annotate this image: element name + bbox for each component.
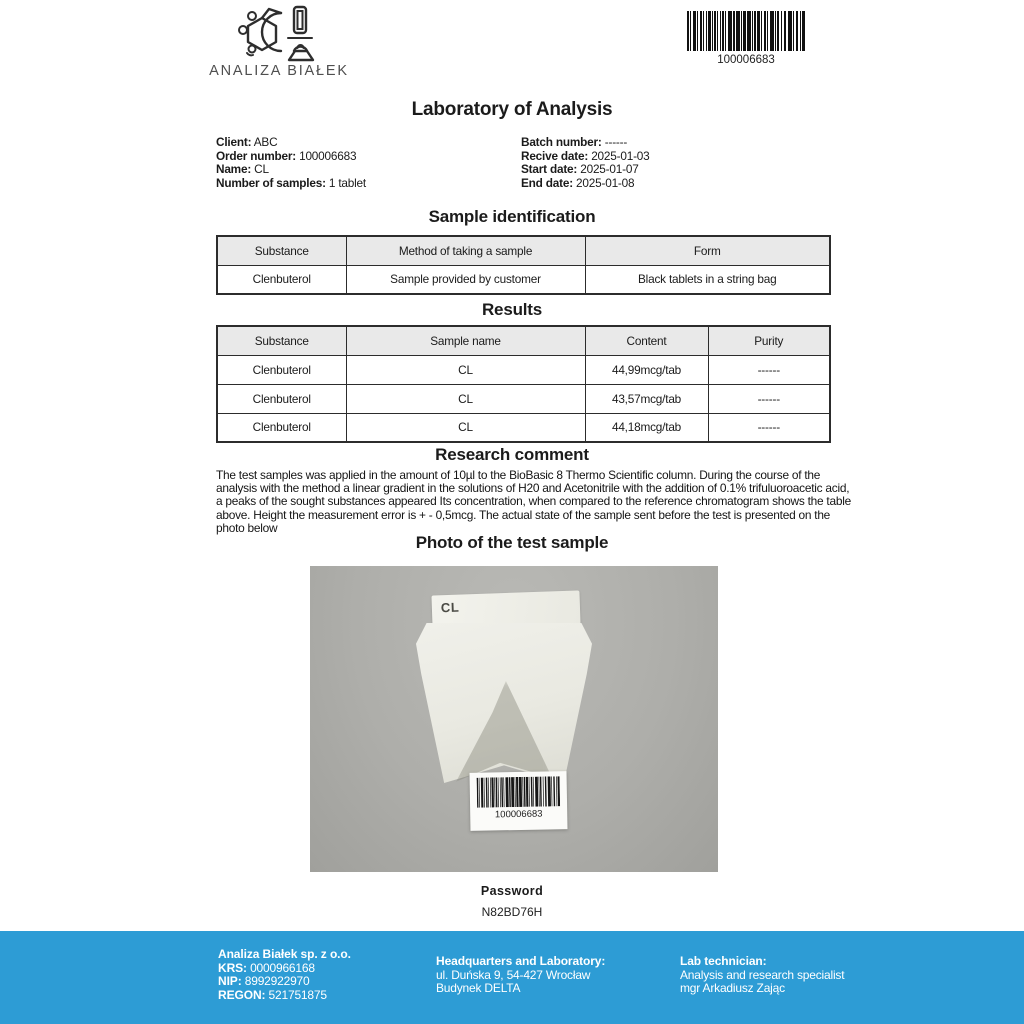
footer-technician-line: mgr Arkadiusz Zając xyxy=(680,981,785,996)
column-header: Substance xyxy=(217,236,346,265)
research-comment-text: The test samples was applied in the amount of 10µl to the BioBasic 8 Thermo Scientific column. During the course of the analysis with the method a linear gradient in the solutions of H20 and Acetonitrile with the addition of 0.1% trifuluoroacetic acid, a peaks of the sought substances appeared Its concentration, when compared to the reference chromatogram shows the table above. Height the measurement error is + - 0,5mcg. The actual state of the sample sent before the test is presented on the photo below xyxy=(216,468,851,535)
table-cell: Clenbuterol xyxy=(217,413,346,442)
password-value: N82BD76H xyxy=(481,905,543,919)
password-label: Password xyxy=(480,884,544,898)
footer-company-block xyxy=(218,948,351,1002)
envelope-barcode-label xyxy=(470,771,568,831)
column-header: Purity xyxy=(708,326,830,355)
info-row: Client: ABC xyxy=(216,135,278,149)
table-cell: 44,99mcg/tab xyxy=(585,355,708,384)
table-cell: Clenbuterol xyxy=(217,384,346,413)
info-row: Start date: 2025-01-07 xyxy=(521,162,639,177)
column-header: Form xyxy=(585,236,830,265)
envelope-handwritten-label: CL xyxy=(440,599,460,616)
footer-technician-title: Lab technician: xyxy=(680,954,767,968)
column-header: Sample name xyxy=(346,326,585,355)
section-title-photo: Photo of the test sample xyxy=(415,533,609,552)
info-row: Name: CL xyxy=(216,162,269,177)
info-row: Order number: 100006683 xyxy=(216,148,357,163)
molecule-microscope-logo-icon xyxy=(234,4,326,62)
table-cell: Sample provided by customer xyxy=(346,265,585,294)
sample-photo xyxy=(310,566,718,872)
section-title-research-comment: Research comment xyxy=(435,445,589,464)
section-title-sample-identification: Sample identification xyxy=(428,207,596,226)
column-header: Method of taking a sample xyxy=(346,236,585,265)
info-row: End date: 2025-01-08 xyxy=(521,175,635,190)
table-header-row xyxy=(217,236,830,265)
order-info-right xyxy=(521,136,650,190)
table-cell: 43,57mcg/tab xyxy=(585,384,708,413)
column-header: Substance xyxy=(217,326,346,355)
table-cell: CL xyxy=(346,413,585,442)
sample-barcode-number: 100006683 xyxy=(494,808,543,821)
info-row: Number of samples: 1 tablet xyxy=(216,175,366,190)
table-cell: Black tablets in a string bag xyxy=(585,265,830,294)
sample-barcode-icon xyxy=(477,776,561,807)
table-row xyxy=(217,384,830,413)
sample-identification-table xyxy=(216,235,831,295)
table-row xyxy=(217,265,830,294)
footer-address-line: ul. Duńska 9, 54-427 Wrocław xyxy=(436,967,591,982)
envelope-flap xyxy=(431,590,580,628)
order-info-left xyxy=(216,136,366,190)
info-row: Recive date: 2025-01-03 xyxy=(521,148,650,163)
info-row: Batch number: ------ xyxy=(521,135,628,149)
footer-company-name: Analiza Białek sp. z o.o. xyxy=(218,947,351,961)
table-cell: 44,18mcg/tab xyxy=(585,413,708,442)
table-row xyxy=(217,355,830,384)
table-row xyxy=(217,413,830,442)
footer-registry-row: REGON: 521751875 xyxy=(218,987,327,1002)
table-cell: CL xyxy=(346,384,585,413)
table-cell: CL xyxy=(346,355,585,384)
order-barcode-number: 100006683 xyxy=(717,54,775,66)
footer-headquarters-title: Headquarters and Laboratory: xyxy=(436,954,606,968)
footer-address-line: Budynek DELTA xyxy=(436,981,521,996)
table-header-row xyxy=(217,326,830,355)
column-header: Content xyxy=(585,326,708,355)
footer-registry-row: KRS: 0000966168 xyxy=(218,960,315,975)
table-cell: ------ xyxy=(708,355,830,384)
footer-headquarters-block xyxy=(436,955,605,996)
results-table xyxy=(216,325,831,443)
page-title: Laboratory of Analysis xyxy=(411,99,613,120)
table-cell: ------ xyxy=(708,384,830,413)
table-cell: Clenbuterol xyxy=(217,355,346,384)
table-cell: Clenbuterol xyxy=(217,265,346,294)
footer-technician-block xyxy=(680,955,844,996)
footer-technician-line: Analysis and research specialist xyxy=(680,967,845,982)
section-title-results: Results xyxy=(481,300,542,319)
order-barcode-icon xyxy=(687,11,805,51)
footer-registry-row: NIP: 8992922970 xyxy=(218,974,310,989)
logo-wordmark: ANALIZA BIAŁEK xyxy=(209,63,349,79)
footer xyxy=(0,931,1024,1024)
table-cell: ------ xyxy=(708,413,830,442)
